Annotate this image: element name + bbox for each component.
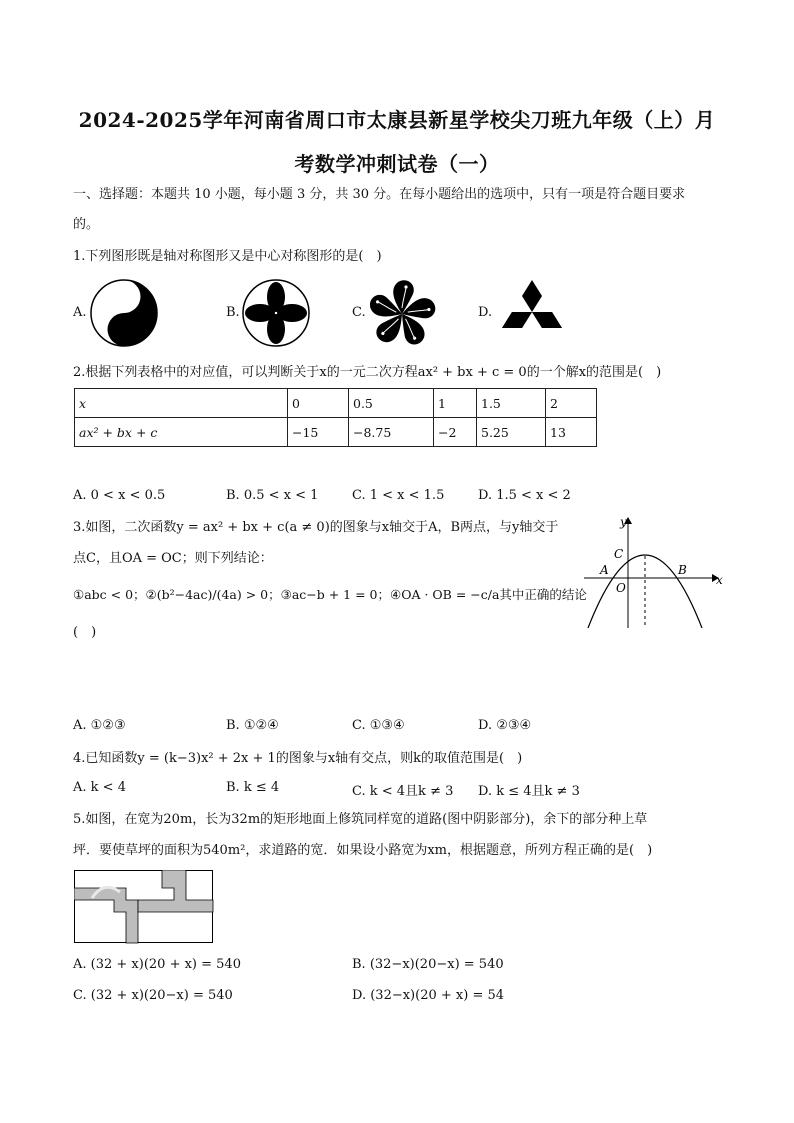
q4-option-a: A. k < 4 — [73, 780, 126, 795]
label-o: O — [616, 581, 626, 595]
q3-stem-4: ( ) — [73, 625, 97, 640]
q3-option-b: B. ①②④ — [226, 718, 279, 733]
three-diamonds-figure — [494, 278, 570, 346]
label-b: B — [678, 563, 687, 577]
parabola-graph — [580, 512, 730, 634]
q5-option-b: B. (32−x)(20−x) = 540 — [352, 957, 504, 972]
table-cell: 1.5 — [477, 389, 546, 418]
label-x: x — [716, 573, 723, 587]
table-cell: ax² + bx + c — [75, 418, 288, 447]
q1-option-b: B. — [226, 305, 240, 320]
table-row — [75, 418, 597, 447]
yin-yang-figure — [89, 278, 159, 348]
q3-option-d: D. ②③④ — [478, 718, 532, 733]
q1-stem: 1.下列图形既是轴对称图形又是中心对称图形的是( ) — [73, 249, 382, 264]
q5-option-a: A. (32 + x)(20 + x) = 540 — [73, 957, 241, 972]
table-cell: 0.5 — [349, 389, 434, 418]
q1-option-a: A. — [73, 305, 87, 320]
table-cell: 0 — [288, 389, 349, 418]
q4-stem: 4.已知函数y = (k−3)x² + 2x + 1的图象与x轴有交点，则k的取值范围是( ) — [73, 751, 523, 766]
q5-stem-2: 坪．要使草坪的面积为540m²，求道路的宽．如果设小路宽为xm，根据题意，所列方程正确的是( ) — [73, 843, 653, 858]
title-line-2: 考数学冲刺试卷（一） — [294, 152, 500, 176]
q5-option-c: C. (32 + x)(20−x) = 540 — [73, 988, 233, 1003]
q1-option-d: D. — [478, 305, 493, 320]
label-c: C — [614, 547, 624, 561]
label-y: y — [620, 515, 627, 529]
q3-stem-2: 点C，且OA = OC；则下列结论： — [73, 551, 273, 566]
table-cell: x — [75, 389, 288, 418]
section-instructions: 一、选择题：本题共 10 小题，每小题 3 分，共 30 分。在每小题给出的选项中，只有一项是符合题目要求 — [73, 187, 686, 202]
title-line-1: 2024-2025学年河南省周口市太康县新星学校尖刀班九年级（上）月 — [78, 108, 716, 132]
road-figure — [74, 870, 214, 944]
four-petal-figure — [241, 278, 311, 348]
bauhinia-figure — [366, 276, 438, 348]
q3-option-a: A. ①②③ — [73, 718, 126, 733]
q4-option-d: D. k ≤ 4且k ≠ 3 — [478, 784, 580, 799]
q2-option-a: A. 0 < x < 0.5 — [73, 488, 166, 503]
q3-stem-3: ①abc < 0；②(b²−4ac)/(4a) > 0；③ac−b + 1 = 0；④OA · OB = −c/a其中正确的结论 — [73, 587, 587, 602]
table-cell: 5.25 — [477, 418, 546, 447]
q4-option-b: B. k ≤ 4 — [226, 780, 280, 795]
q2-value-table — [74, 388, 597, 447]
q2-option-c: C. 1 < x < 1.5 — [352, 488, 445, 503]
q5-option-d: D. (32−x)(20 + x) = 54 — [352, 988, 505, 1003]
table-cell: 1 — [434, 389, 477, 418]
table-cell: −8.75 — [349, 418, 434, 447]
table-cell: −2 — [434, 418, 477, 447]
table-row — [75, 389, 597, 418]
q2-option-d: D. 1.5 < x < 2 — [478, 488, 571, 503]
q4-option-c: C. k < 4且k ≠ 3 — [352, 784, 454, 799]
section-instructions-cont: 的。 — [73, 217, 100, 232]
q3-option-c: C. ①③④ — [352, 718, 405, 733]
label-a: A — [600, 563, 609, 577]
q3-stem-1: 3.如图，二次函数y = ax² + bx + c(a ≠ 0)的图象与x轴交于A，B两点，与y轴交于 — [73, 520, 559, 535]
table-cell: 2 — [546, 389, 597, 418]
table-cell: −15 — [288, 418, 349, 447]
q2-option-b: B. 0.5 < x < 1 — [226, 488, 319, 503]
q1-option-c: C. — [352, 305, 366, 320]
q2-stem: 2.根据下列表格中的对应值，可以判断关于x的一元二次方程ax² + bx + c = 0的一个解x的范围是( ) — [73, 365, 662, 380]
q5-stem-1: 5.如图，在宽为20m，长为32m的矩形地面上修筑同样宽的道路(图中阴影部分)，余下的部分种上草 — [73, 812, 648, 827]
table-cell: 13 — [546, 418, 597, 447]
